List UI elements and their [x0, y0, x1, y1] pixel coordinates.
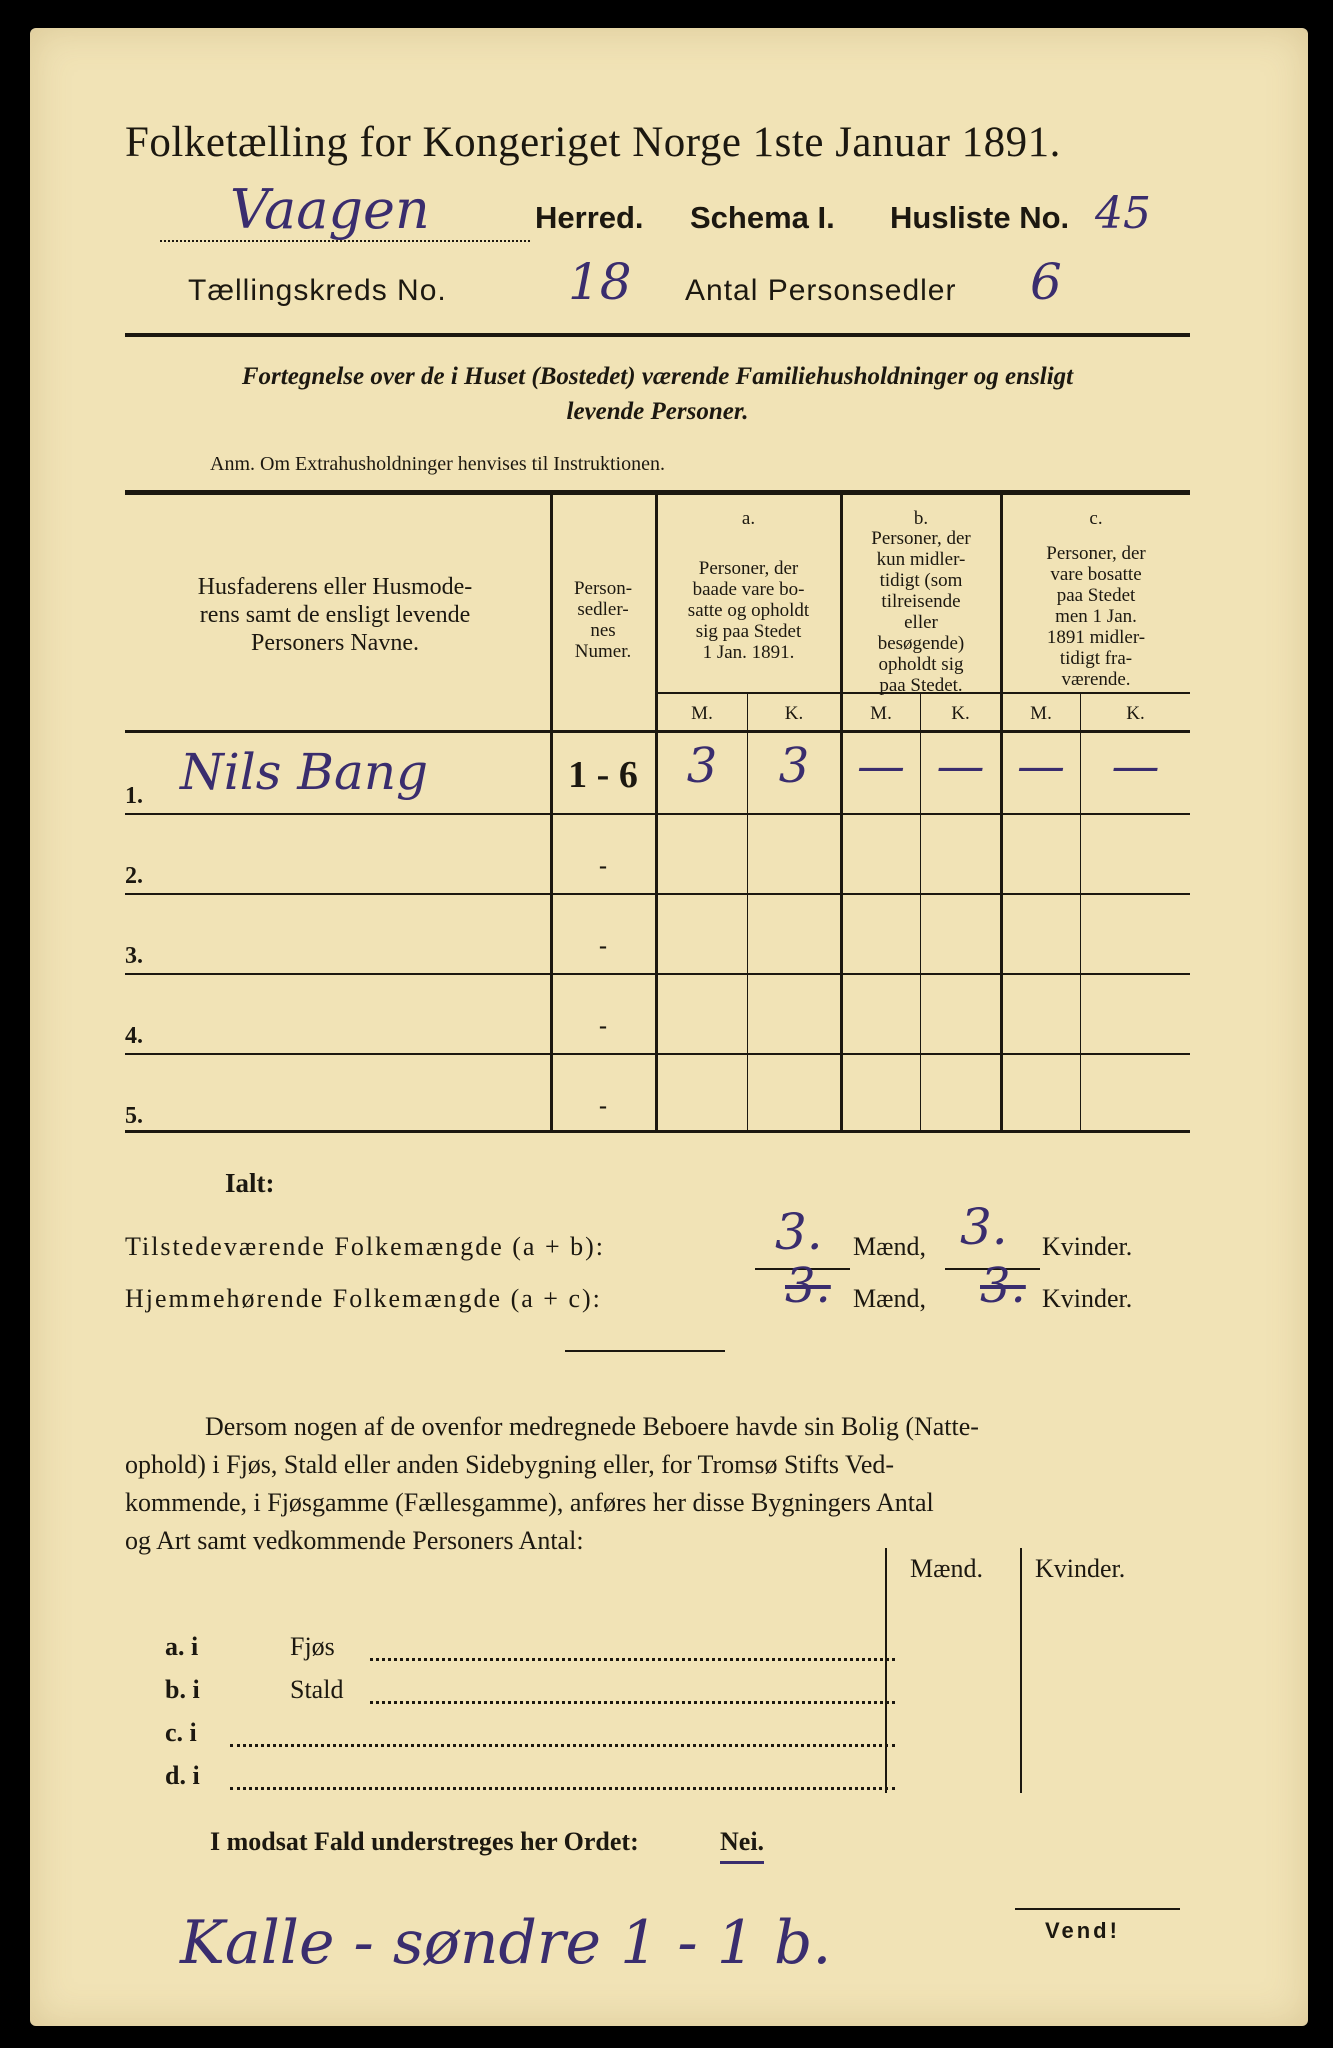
dotted-leader	[370, 1701, 895, 1704]
col-b-header: Personer, der kun midler- tidigt (som tilreisende eller besøgende) opholdt sig paa Stedet.	[871, 528, 971, 696]
building-paragraph: Dersom nogen af de ovenfor medregnede Beboere havde sin Bolig (Natte- ophold) i Fjøs, Stald eller anden Sidebygning eller, for Tromsø Stifts Ved- kommende, i Fjøsgamme (Fællesgamme), anføres her disse Bygningers Antal og Art samt vedkommende Personers Antal:	[125, 1412, 979, 1555]
form-title: Folketælling for Kongeriget Norge 1ste Januar 1891.	[125, 119, 1061, 166]
antal-value: 6	[1030, 253, 1062, 311]
row-number: 1.	[125, 783, 143, 809]
building-kvinder-header: Kvinder.	[1035, 1554, 1126, 1583]
dotted-leader	[370, 1658, 895, 1661]
anm-note: Anm. Om Extrahusholdninger henvises til Instruktionen.	[210, 453, 665, 475]
nei-word: Nei.	[720, 1823, 764, 1864]
building-col-divider	[885, 1548, 887, 1793]
count-cell: 3	[778, 738, 810, 794]
m-label: M.	[1030, 703, 1052, 724]
personseddel-number: 1 - 6	[568, 754, 638, 796]
personseddel-number: -	[599, 933, 607, 959]
building-col-divider	[1020, 1548, 1022, 1793]
kreds-label: Tællingskreds No.	[188, 274, 447, 307]
ialt-label: Ialt:	[225, 1168, 275, 1198]
count-cell: 3	[686, 738, 718, 794]
maend-label: Mænd,	[853, 1232, 926, 1261]
k-label: K.	[951, 703, 970, 724]
intro-line-1: Fortegnelse over de i Huset (Bostedet) værende Familiehusholdninger og ensligt	[241, 363, 1074, 390]
husliste-label: Husliste No.	[890, 200, 1070, 235]
intro-line-2: levende Personer.	[566, 398, 749, 425]
husliste-value: 45	[1095, 188, 1151, 239]
title-rule	[125, 333, 1190, 337]
kvinder-label: Kvinder.	[1042, 1232, 1133, 1261]
col-c-letter: c.	[1089, 508, 1103, 529]
herred-label: Herred.	[535, 200, 644, 235]
col-a-header: Personer, der baade vare bo- satte og opholdt sig paa Stedet 1 Jan. 1891.	[687, 558, 810, 663]
building-item-letter: b. i	[165, 1675, 200, 1704]
row-number: 3.	[125, 943, 143, 969]
building-item-letter: c. i	[165, 1718, 197, 1747]
maend-label: Mænd,	[853, 1284, 926, 1313]
count-cell: —	[1017, 738, 1065, 794]
row-rule	[125, 973, 1190, 975]
hjemme-maend: 3.	[785, 1258, 831, 1314]
hjemme-kvinder: 3.	[980, 1258, 1026, 1314]
col-b-letter: b.	[913, 508, 929, 529]
kreds-value: 18	[568, 253, 632, 311]
schema-label: Schema I.	[690, 200, 835, 235]
tilstede-kvinder: 3.	[960, 1198, 1008, 1256]
num-col-header: Person- sedler- nes Numer.	[573, 578, 633, 662]
vend-rule	[1015, 1908, 1180, 1910]
col-a-letter: a.	[741, 508, 756, 529]
building-item-letter: d. i	[165, 1761, 200, 1790]
building-item-label: Fjøs	[290, 1632, 335, 1661]
row-number: 5.	[125, 1103, 143, 1129]
herred-value: Vaagen	[230, 178, 430, 241]
m-label: M.	[691, 703, 713, 724]
row-rule	[125, 1053, 1190, 1055]
count-cell: —	[857, 738, 905, 794]
k-label: K.	[1126, 703, 1145, 724]
m-label: M.	[870, 703, 892, 724]
row-number: 4.	[125, 1023, 143, 1049]
personseddel-number: -	[599, 853, 607, 879]
handwritten-note: Kalle - søndre 1 - 1 b.	[180, 1908, 832, 1978]
row-rule	[125, 813, 1190, 815]
tilstede-label: Tilstedeværende Folkemængde (a + b):	[125, 1232, 605, 1261]
personseddel-number: -	[599, 1093, 607, 1119]
dotted-leader	[230, 1744, 895, 1747]
hjemme-label: Hjemmehørende Folkemængde (a + c):	[125, 1284, 602, 1313]
modsat-text: I modsat Fald understreges her Ordet:	[210, 1827, 639, 1856]
building-item-label: Stald	[290, 1675, 344, 1704]
row-number: 2.	[125, 863, 143, 889]
dotted-leader	[230, 1787, 895, 1790]
vend-label: Vend!	[1045, 1918, 1120, 1943]
count-cell: —	[1111, 738, 1160, 794]
name-col-header: Husfaderens eller Husmode- rens samt de ensligt levende Personers Navne.	[197, 574, 473, 656]
kvinder-label: Kvinder.	[1042, 1284, 1133, 1313]
building-item-letter: a. i	[165, 1632, 199, 1661]
row-rule	[125, 893, 1190, 895]
separator-rule	[565, 1350, 725, 1352]
antal-label: Antal Personsedler	[685, 274, 957, 307]
count-cell: —	[936, 738, 985, 794]
personseddel-number: -	[599, 1013, 607, 1039]
k-label: K.	[784, 703, 804, 724]
tilstede-maend: 3.	[775, 1203, 823, 1261]
census-form	[30, 28, 1308, 2026]
col-c-header: Personer, der vare bosatte paa Stedet men 1 Jan. 1891 midler- tidigt fra- værende.	[1046, 543, 1146, 690]
person-name: Nils Bang	[180, 743, 429, 801]
building-maend-header: Mænd.	[910, 1554, 983, 1583]
